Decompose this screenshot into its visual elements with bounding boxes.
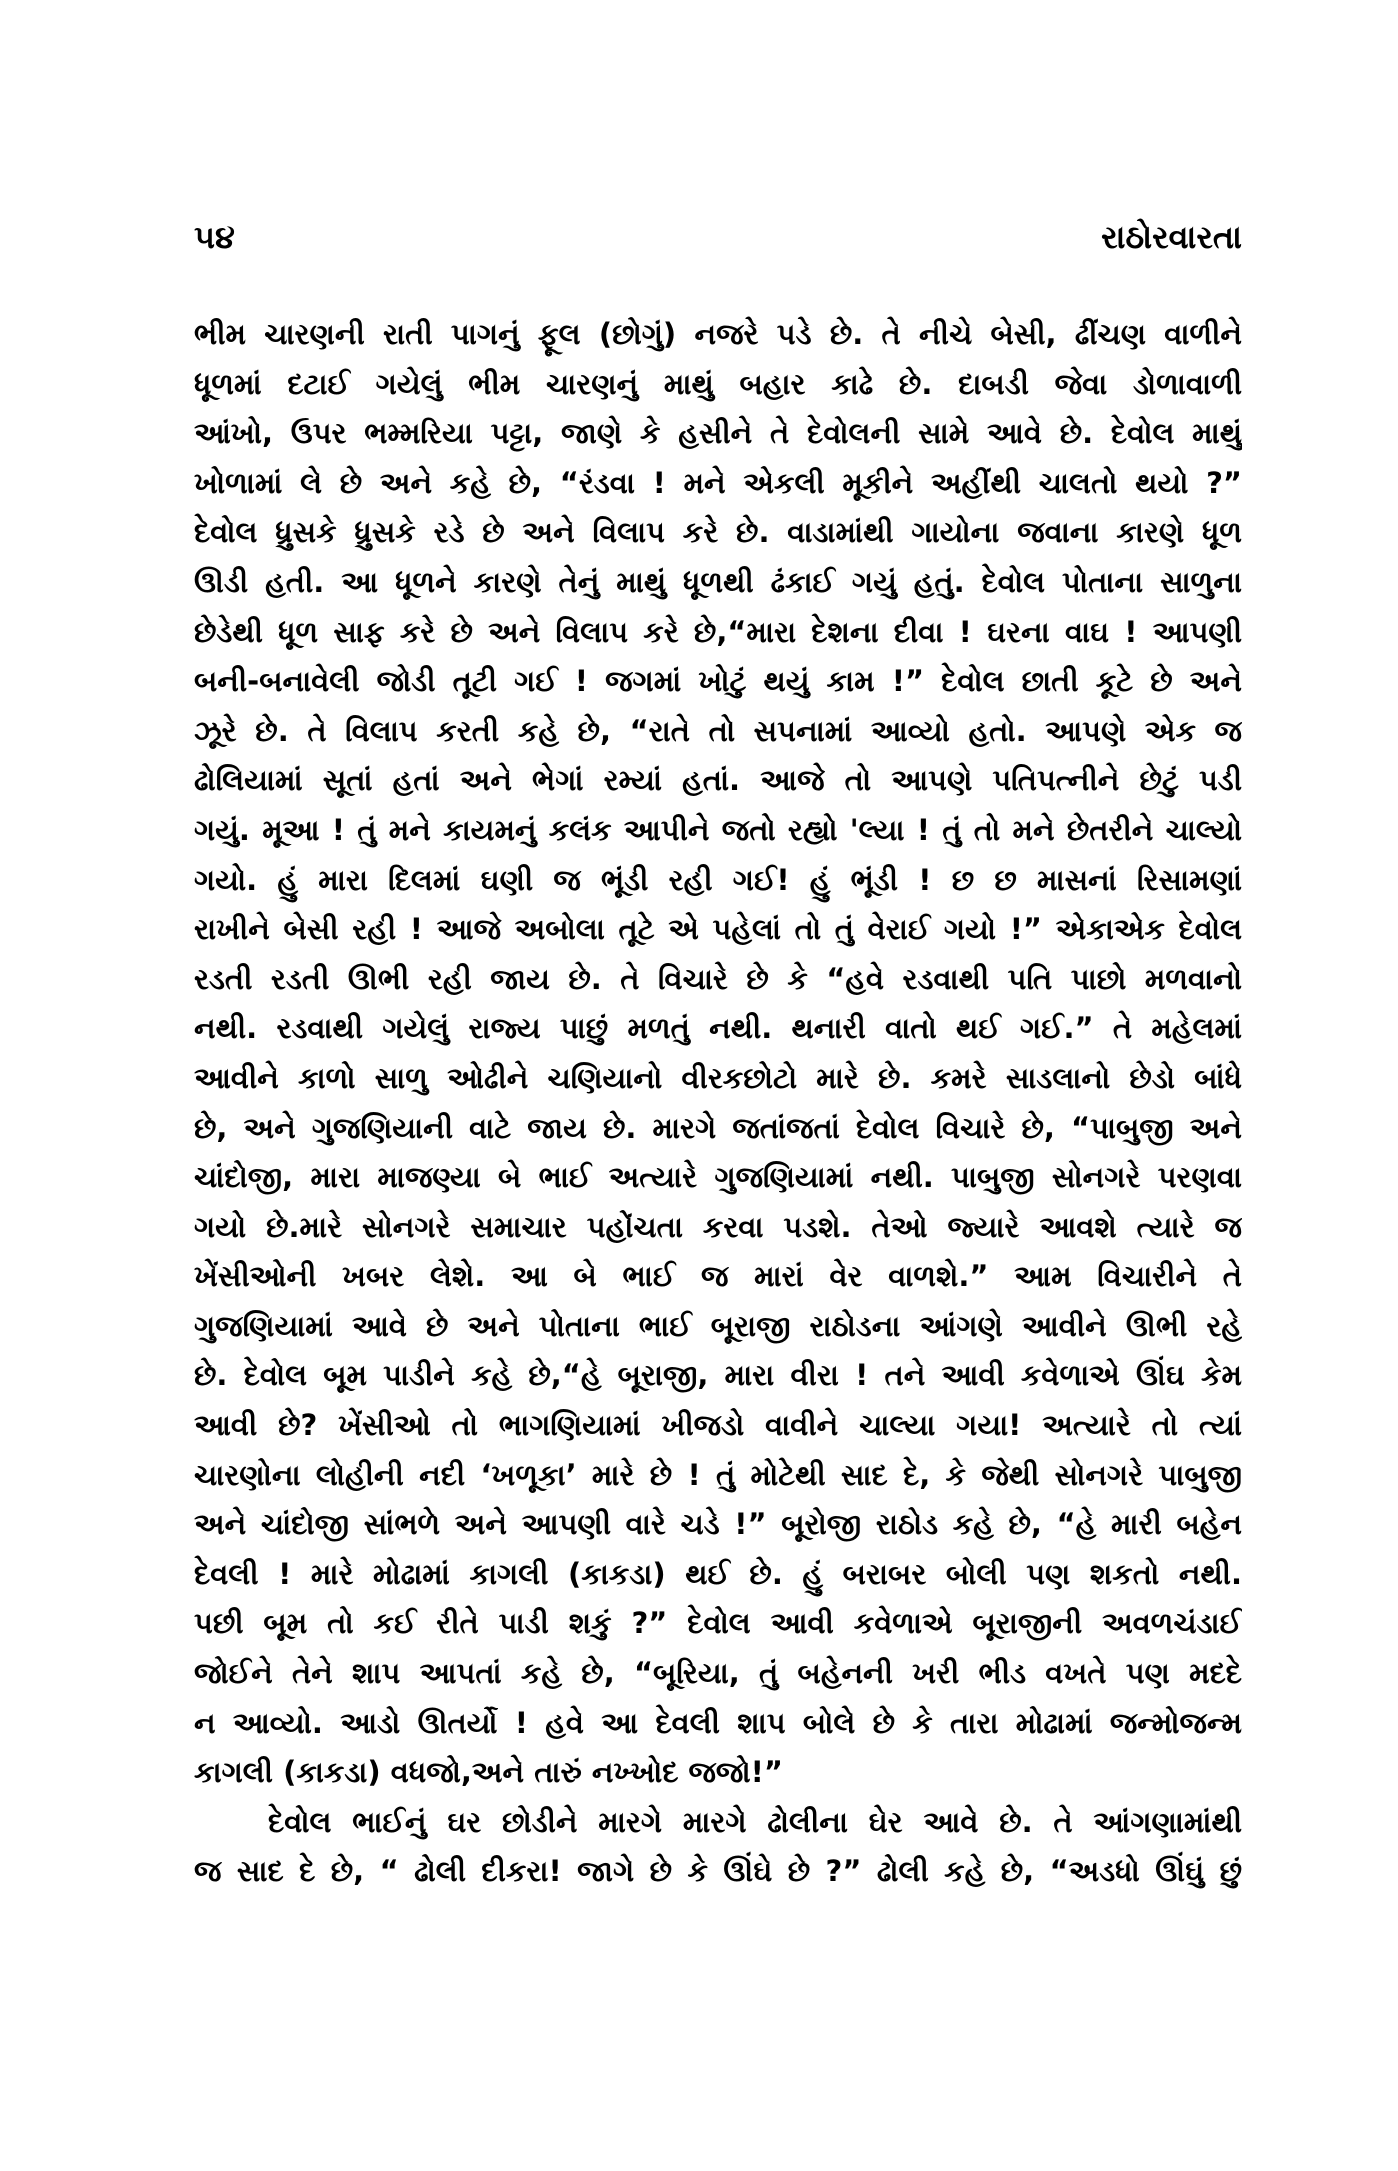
- page-number: ૫૪: [194, 218, 235, 256]
- text-line: જ સાદ દે છે, “ ઢોલી દીકરા! જાગે છે કે ઊંઘે છે ?” ઢોલી કહે છે, “અડધો ઊંઘું છું: [194, 1854, 1242, 1889]
- text-line: ન આવ્યો. આડો ઊતર્યો ! હવે આ દેવલી શાપ બોલે છે કે તારા મોઢામાં જન્મોજન્મ: [194, 1705, 1242, 1740]
- text-line: ખોળામાં લે છે અને કહે છે, “રંડવા ! મને એકલી મૂકીને અહીંથી ચાલતો થયો ?”: [194, 465, 1242, 500]
- text-line: છેડેથી ધૂળ સાફ કરે છે અને વિલાપ કરે છે,“મારા દેશના દીવા ! ઘરના વાઘ ! આપણી: [194, 614, 1242, 649]
- text-line: ધૂળમાં દટાઈ ગયેલું ભીમ ચારણનું માથું બહાર કાઢે છે. દાબડી જેવા ડોળાવાળી: [194, 366, 1242, 401]
- text-line: દેવલી ! મારે મોઢામાં કાગલી (કાકડા) થઈ છે. હું બરાબર બોલી પણ શકતો નથી.: [194, 1556, 1242, 1591]
- text-line: આવીને કાળો સાળુ ઓઢીને ચણિયાનો વીરકછોટો મારે છે. કમરે સાડલાનો છેડો બાંધે: [194, 1060, 1242, 1095]
- text-line: ચાંદોજી, મારા માજણ્યા બે ભાઈ અત્યારે ગુજણિયામાં નથી. પાબુજી સોનગરે પરણવા: [194, 1160, 1242, 1195]
- text-line: પછી બૂમ તો કઈ રીતે પાડી શકું ?” દેવોલ આવી કવેળાએ બૂરાજીની અવળચંડાઈ: [194, 1606, 1242, 1641]
- text-line: નથી. રડવાથી ગયેલું રાજ્ય પાછું મળતું નથી. થનારી વાતો થઈ ગઈ.” તે મહેલમાં: [194, 1011, 1242, 1046]
- text-line: અને ચાંદોજી સાંભળે અને આપણી વારે ચડે !” બૂરોજી રાઠોડ કહે છે, “હે મારી બહેન: [194, 1507, 1242, 1542]
- text-line: દેવોલ ધ્રુસકે ધ્રુસકે રડે છે અને વિલાપ કરે છે. વાડામાંથી ગાયોના જવાના કારણે ધૂળ: [194, 515, 1242, 550]
- text-line: ઝૂરે છે. તે વિલાપ કરતી કહે છે, “રાતે તો સપનામાં આવ્યો હતો. આપણે એક જ: [194, 713, 1242, 748]
- body-text: [194, 310, 1242, 1897]
- running-title: રાઠોરવારતા: [1101, 218, 1242, 256]
- text-line: બની-બનાવેલી જોડી તૂટી ગઈ ! જગમાં ખોટું થયું કામ !” દેવોલ છાતી કૂટે છે અને: [194, 664, 1242, 699]
- text-line: છે. દેવોલ બૂમ પાડીને કહે છે,“હે બૂરાજી, મારા વીરા ! તને આવી કવેળાએ ઊંઘ કેમ: [194, 1358, 1242, 1393]
- text-line: ચારણોના લોહીની નદી ‘ખળૂકા’ મારે છે ! તું મોટેથી સાદ દે, કે જેથી સોનગરે પાબુજી: [194, 1457, 1242, 1492]
- text-line: ગયું. મૂઆ ! તું મને કાયમનું કલંક આપીને જતો રહ્યો 'લ્યા ! તું તો મને છેતરીને ચાલ્યો: [194, 812, 1242, 847]
- text-line: કાગલી (કાકડા) વધજો,અને તારું નખ્ખોદ જજો!”: [194, 1755, 783, 1790]
- text-line: ખેંસીઓની ખબર લેશે. આ બે ભાઈ જ મારાં વેર વાળશે.” આમ વિચારીને તે: [194, 1259, 1242, 1294]
- page-header: [194, 218, 1242, 278]
- text-line: ગયો છે.મારે સોનગરે સમાચાર પહોંચતા કરવા પડશે. તેઓ જ્યારે આવશે ત્યારે જ: [194, 1209, 1242, 1244]
- text-line: દેવોલ ભાઈનું ઘર છોડીને મારગે મારગે ઢોલીના ઘેર આવે છે. તે આંગણામાંથી: [268, 1804, 1242, 1839]
- text-line: ઢોલિયામાં સૂતાં હતાં અને ભેગાં રમ્યાં હતાં. આજે તો આપણે પતિપત્નીને છેટું પડી: [194, 763, 1242, 798]
- text-line: રડતી રડતી ઊભી રહી જાય છે. તે વિચારે છે કે “હવે રડવાથી પતિ પાછો મળવાનો: [194, 961, 1242, 996]
- text-line: ઊડી હતી. આ ધૂળને કારણે તેનું માથું ધૂળથી ઢંકાઈ ગયું હતું. દેવોલ પોતાના સાળુના: [194, 564, 1242, 599]
- text-line: રાખીને બેસી રહી ! આજે અબોલા તૂટે એ પહેલાં તો તું વેરાઈ ગયો !” એકાએક દેવોલ: [194, 912, 1242, 947]
- text-line: આંખો, ઉપર ભમ્મરિયા પટ્ટા, જાણે કે હસીને તે દેવોલની સામે આવે છે. દેવોલ માથું: [194, 416, 1242, 451]
- text-line: ગુજણિયામાં આવે છે અને પોતાના ભાઈ બૂરાજી રાઠોડના આંગણે આવીને ઊભી રહે: [194, 1308, 1242, 1343]
- text-line: ભીમ ચારણની રાતી પાગનું ફૂલ (છોગું) નજરે પડે છે. તે નીચે બેસી, ઢીંચણ વાળીને: [194, 317, 1242, 351]
- text-line: ગયો. હું મારા દિલમાં ઘણી જ ભૂંડી રહી ગઈ! હું ભૂંડી ! છ છ માસનાં રિસામણાં: [194, 862, 1242, 897]
- text-line: છે, અને ગુજણિયાની વાટે જાય છે. મારગે જતાંજતાં દેવોલ વિચારે છે, “પાબુજી અને: [194, 1110, 1242, 1145]
- text-line: આવી છે? ખેંસીઓ તો ભાગણિયામાં ખીજડો વાવીને ચાલ્યા ગયા! અત્યારે તો ત્યાં: [194, 1408, 1242, 1443]
- text-line: જોઈને તેને શાપ આપતાં કહે છે, “બૂરિયા, તું બહેનની ખરી ભીડ વખતે પણ મદદે: [194, 1656, 1242, 1691]
